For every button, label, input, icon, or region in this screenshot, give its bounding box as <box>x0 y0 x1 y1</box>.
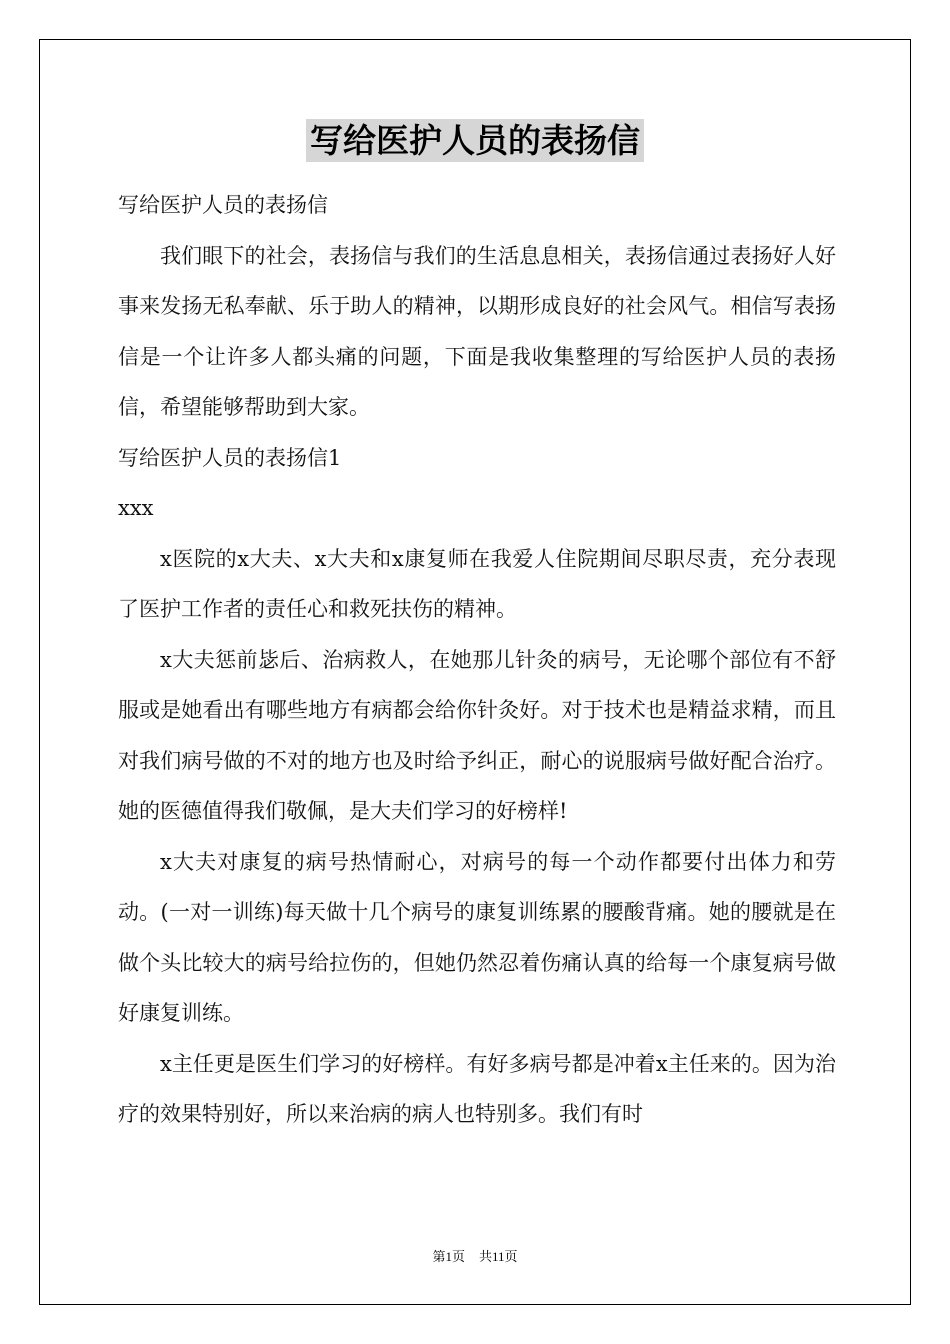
paragraph-subtitle: 写给医护人员的表扬信 <box>118 193 328 217</box>
page-number: 第1页 <box>432 1249 465 1264</box>
paragraph-body-3: x大夫对康复的病号热情耐心，对病号的每一个动作都要付出体力和劳动。(一对一训练)每天做十几个病号的康复训练累的腰酸背痛。她的腰就是在做个头比较大的病号给拉伤的，但她仍然忍着伤痛认真的给每一个康复病号做好康复训练。 <box>118 849 836 1025</box>
paragraph-intro: 我们眼下的社会，表扬信与我们的生活息息相关，表扬信通过表扬好人好事来发扬无私奉献、乐于助人的精神，以期形成良好的社会风气。相信写表扬信是一个让许多人都头痛的问题，下面是我收集整理的写给医护人员的表扬信，希望能够帮助到大家。 <box>118 243 836 419</box>
paragraph-body-2: x大夫惩前毖后、治病救人，在她那儿针灸的病号，无论哪个部位有不舒服或是她看出有哪些地方有病都会给你针灸好。对于技术也是精益求精，而且对我们病号做的不对的地方也及时给予纠正，耐心的说服病号做好配合治疗。她的医德值得我们敬佩，是大夫们学习的好榜样! <box>118 647 836 823</box>
document-body <box>118 180 836 1140</box>
paragraph-body-4: x主任更是医生们学习的好榜样。有好多病号都是冲着x主任来的。因为治疗的效果特别好，所以来治病的病人也特别多。我们有时 <box>118 1051 836 1126</box>
paragraph-body-1: x医院的x大夫、x大夫和x康复师在我爱人住院期间尽职尽责，充分表现了医护工作者的责任心和救死扶伤的精神。 <box>118 546 836 621</box>
document-title <box>0 120 950 161</box>
document-title-text: 写给医护人员的表扬信 <box>306 119 644 162</box>
paragraph-section-heading: 写给医护人员的表扬信1 <box>118 445 342 470</box>
page-footer <box>0 1246 950 1265</box>
paragraph-salutation: xxx <box>118 496 154 520</box>
page-total: 共11页 <box>478 1249 518 1264</box>
